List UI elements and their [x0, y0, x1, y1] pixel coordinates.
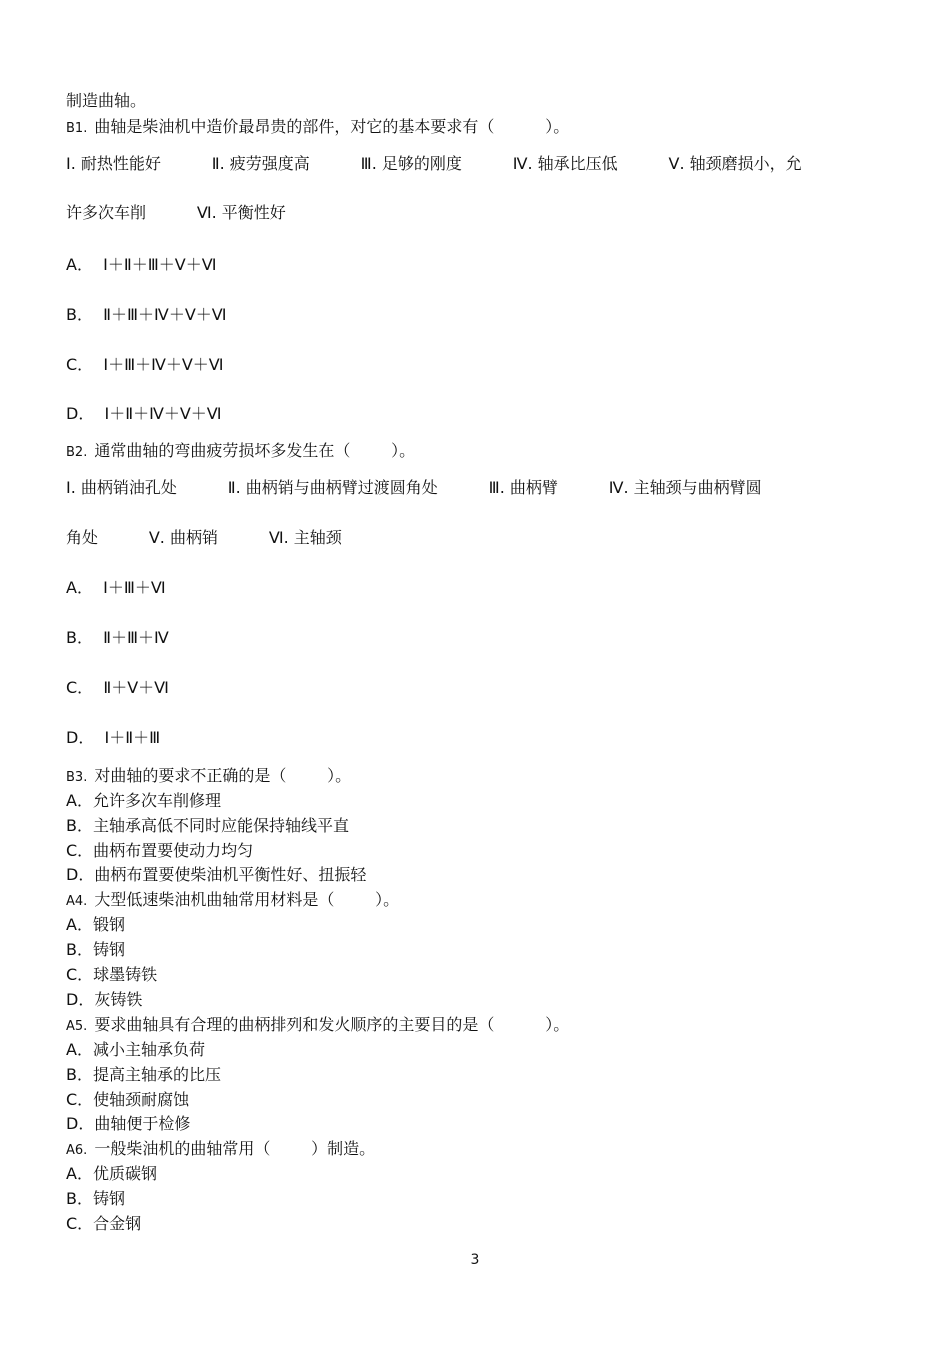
- question-a5-option-c: C．使轴颈耐腐蚀: [66, 1090, 190, 1109]
- intro-text: 制造曲轴。: [66, 91, 147, 110]
- question-a5-option-a: A．减小主轴承负荷: [66, 1040, 205, 1059]
- question-text: 曲轴是柴油机中造价最昂贵的部件，对它的基本要求有（ ）。: [94, 117, 570, 136]
- question-b1-option-d: D． Ⅰ＋Ⅱ＋Ⅳ＋Ⅴ＋Ⅵ: [66, 404, 222, 423]
- question-text: 通常曲轴的弯曲疲劳损坏多发生在（ ）。: [94, 441, 416, 460]
- question-id: A5.: [66, 1019, 88, 1034]
- question-id: B3.: [66, 770, 88, 785]
- question-b3-option-a: A．允许多次车削修理: [66, 791, 221, 810]
- question-b3-option-c: C．曲柄布置要使动力均匀: [66, 841, 254, 860]
- question-b2-option-d: D． Ⅰ＋Ⅱ＋Ⅲ: [66, 728, 161, 747]
- question-a5-option-b: B．提高主轴承的比压: [66, 1065, 221, 1084]
- question-b1-option-c: C． Ⅰ＋Ⅲ＋Ⅳ＋Ⅴ＋Ⅵ: [66, 355, 224, 374]
- question-a4-option-b: B．铸钢: [66, 940, 125, 959]
- question-id: A4.: [66, 894, 88, 909]
- question-text: 对曲轴的要求不正确的是（ ）。: [94, 766, 352, 785]
- question-a4-stem: [66, 890, 399, 912]
- question-text: 一般柴油机的曲轴常用（ ）制造。: [94, 1139, 376, 1158]
- question-b1-option-b: B． Ⅱ＋Ⅲ＋Ⅳ＋Ⅴ＋Ⅵ: [66, 305, 227, 324]
- question-text: 要求曲轴具有合理的曲柄排列和发火顺序的主要目的是（ ）。: [94, 1015, 570, 1034]
- question-a4-option-c: C．球墨铸铁: [66, 965, 158, 984]
- question-b1-items-line2: 许多次车削 Ⅵ. 平衡性好: [66, 203, 286, 222]
- question-id: B1.: [66, 121, 88, 136]
- question-text: 大型低速柴油机曲轴常用材料是（ ）。: [94, 890, 400, 909]
- question-b2-items-line2: 角处 Ⅴ. 曲柄销 Ⅵ. 主轴颈: [66, 528, 342, 547]
- question-a4-option-d: D．灰铸铁: [66, 990, 143, 1009]
- question-a5-stem: [66, 1015, 569, 1037]
- question-id: A6.: [66, 1143, 88, 1158]
- question-b2-option-c: C． Ⅱ＋Ⅴ＋Ⅵ: [66, 678, 169, 697]
- question-a6-option-c: C．合金钢: [66, 1214, 142, 1233]
- question-b1-stem: [66, 117, 569, 139]
- question-b2-option-b: B． Ⅱ＋Ⅲ＋Ⅳ: [66, 628, 169, 647]
- question-id: B2.: [66, 445, 88, 460]
- question-b2-items-line1: Ⅰ. 曲柄销油孔处 Ⅱ. 曲柄销与曲柄臂过渡圆角处 Ⅲ. 曲柄臂 Ⅳ. 主轴颈与曲柄臂圆: [66, 478, 762, 497]
- question-b1-option-a: A． Ⅰ＋Ⅱ＋Ⅲ＋Ⅴ＋Ⅵ: [66, 255, 217, 274]
- question-a5-option-d: D．曲轴便于检修: [66, 1114, 191, 1133]
- question-b3-stem: [66, 766, 351, 788]
- question-a4-option-a: A．锻钢: [66, 915, 125, 934]
- question-b3-option-b: B．主轴承高低不同时应能保持轴线平直: [66, 816, 349, 835]
- question-b2-stem: [66, 441, 415, 463]
- page-number: 3: [470, 1252, 480, 1268]
- question-b2-option-a: A． Ⅰ＋Ⅲ＋Ⅵ: [66, 578, 166, 597]
- question-a6-option-b: B．铸钢: [66, 1189, 125, 1208]
- question-b1-items-line1: Ⅰ. 耐热性能好 Ⅱ. 疲劳强度高 Ⅲ. 足够的刚度 Ⅳ. 轴承比压低 Ⅴ. 轴颈磨损小，允: [66, 154, 802, 173]
- question-a6-option-a: A．优质碳钢: [66, 1164, 157, 1183]
- question-b3-option-d: D．曲柄布置要使柴油机平衡性好、扭振轻: [66, 865, 367, 884]
- question-a6-stem: [66, 1139, 375, 1161]
